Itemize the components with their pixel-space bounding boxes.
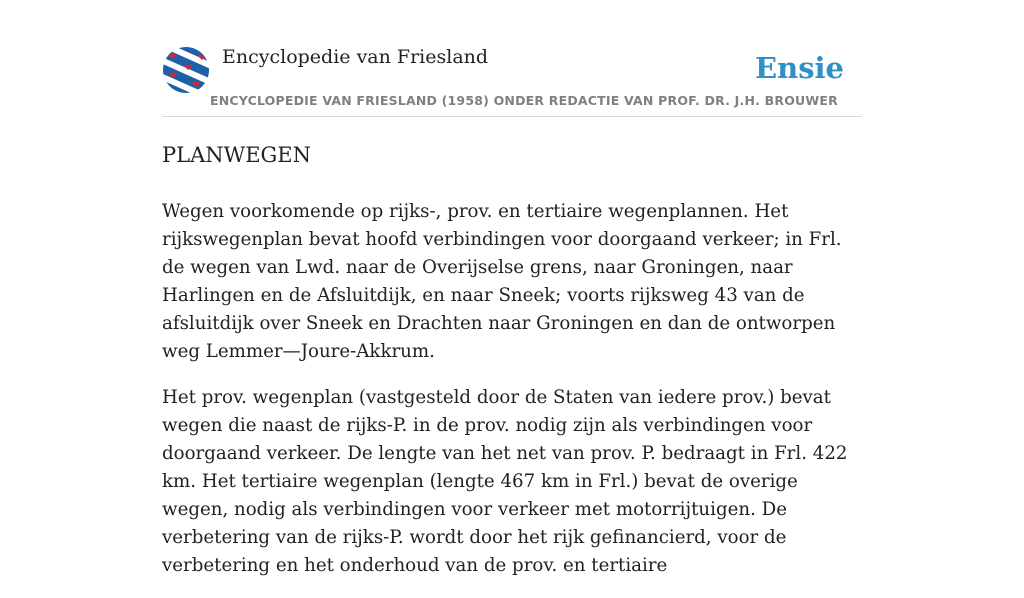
article-title: PLANWEGEN xyxy=(162,143,312,167)
site-header xyxy=(162,40,862,117)
article-paragraph: Wegen voorkomende op rijks-, prov. en tertiaire wegenplannen. Het rijkswegenplan bevat hoofd verbindingen voor doorgaand verkeer; in Frl. de wegen van Lwd. naar de Overijselse grens, naar Groningen, naar Harlingen en de Afsluitdijk, en naar Sneek; voorts rijksweg 43 van de afsluitdijk over Sneek en Drachten naar Groningen en dan de ontworpen weg Lemmer—Joure-Akkrum. xyxy=(162,201,842,362)
article-content xyxy=(162,139,864,598)
source-subtitle: ENCYCLOPEDIE VAN FRIESLAND (1958) ONDER REDACTIE VAN PROF. DR. J.H. BROUWER xyxy=(210,93,838,108)
frisian-flag-icon[interactable] xyxy=(162,47,210,93)
source-title[interactable]: Encyclopedie van Friesland xyxy=(222,46,489,68)
brand-logo-text[interactable]: Ensie xyxy=(755,51,844,85)
article-paragraph: Het prov. wegenplan (vastgesteld door de Staten van iedere prov.) bevat wegen die naast de rijks-P. in de prov. nodig zijn als verbindingen voor doorgaand verkeer. De lengte van het net van prov. P. bedraagt in Frl. 422 km. Het tertiaire wegenplan (lengte 467 km in Frl.) bevat de overige wegen, nodig als verbindingen voor verkeer met motorrijtuigen. De verbetering van de rijks-P. wordt door het rijk gefinancierd, voor de verbetering en het onderhoud van de prov. en tertiaire xyxy=(162,387,848,576)
